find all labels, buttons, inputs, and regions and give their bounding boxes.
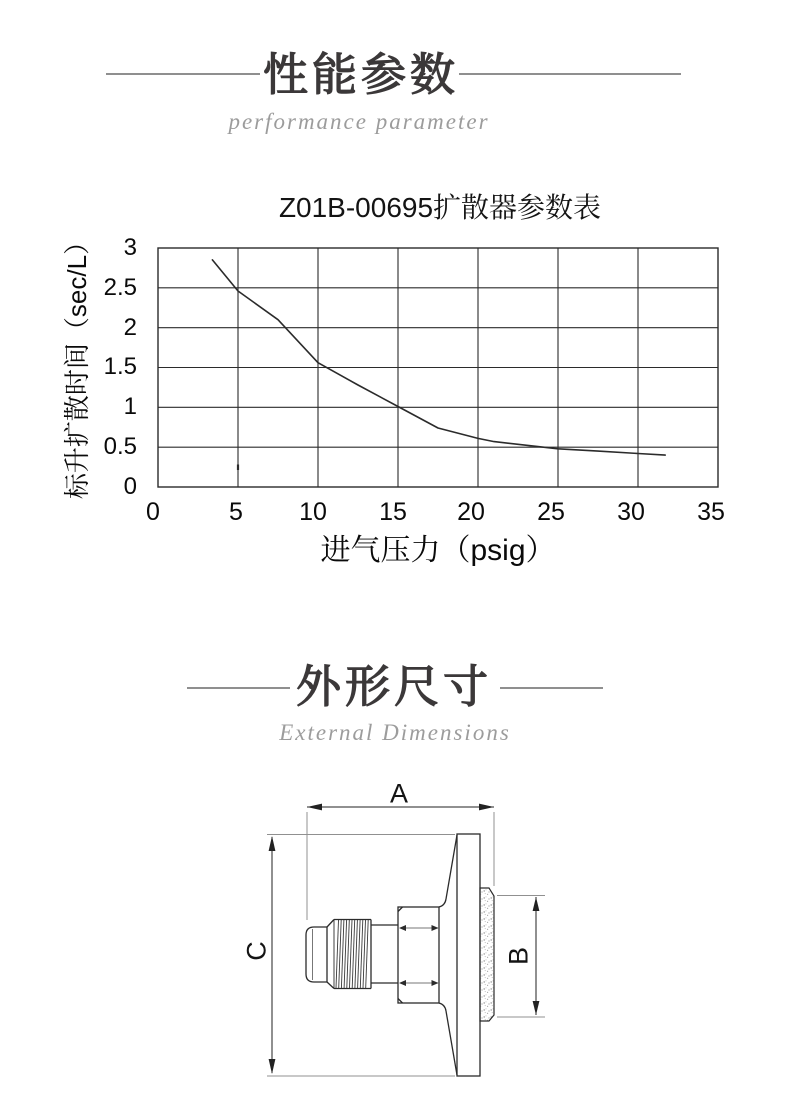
y-tick: 0	[123, 473, 137, 500]
diffuser-outline	[306, 834, 480, 1076]
y-tick: 3	[123, 234, 137, 261]
y-tick: 0.5	[103, 433, 137, 460]
dimension-a-label: A	[389, 778, 409, 809]
chart-title: Z01B-00695扩散器参数表	[278, 192, 602, 223]
threaded-section	[334, 920, 371, 989]
x-tick: 35	[697, 498, 725, 526]
x-tick: 0	[146, 498, 160, 526]
dimension-lines	[269, 804, 540, 1074]
y-tick: 1	[123, 393, 137, 420]
header2-rule-right	[500, 687, 603, 689]
header2-rule-left	[187, 687, 290, 689]
hex-nut	[398, 907, 439, 1003]
cone-bell	[439, 835, 457, 1075]
y-tick: 2.5	[103, 274, 137, 301]
dimension-c-label: C	[241, 941, 272, 961]
section-dimensions-title: 外形尺寸	[295, 661, 493, 712]
section-dimensions-subtitle: External Dimensions	[279, 720, 511, 745]
x-tick: 15	[379, 498, 407, 526]
x-tick: 30	[617, 498, 645, 526]
flange	[457, 834, 480, 1076]
y-tick: 1.5	[103, 353, 137, 380]
thread-hatching	[336, 920, 368, 988]
y-axis-label: 标升扩散时间（sec/L）	[62, 228, 92, 500]
performance-chart	[158, 248, 718, 487]
x-tick: 5	[229, 498, 243, 526]
x-axis-label: 进气压力（psig）	[320, 534, 556, 567]
extension-lines	[267, 812, 545, 1076]
x-tick: 25	[537, 498, 565, 526]
fitting-drawing	[267, 804, 545, 1076]
x-tick: 20	[457, 498, 485, 526]
section-performance-title: 性能参数	[262, 49, 460, 100]
y-tick: 2	[123, 314, 137, 341]
flare-nose	[306, 927, 327, 982]
section-performance-subtitle: performance parameter	[228, 109, 490, 134]
x-tick: 10	[299, 498, 327, 526]
sintered-disc	[480, 888, 494, 1021]
diffusion-curve	[212, 260, 665, 455]
dimension-b-label: B	[503, 946, 534, 966]
